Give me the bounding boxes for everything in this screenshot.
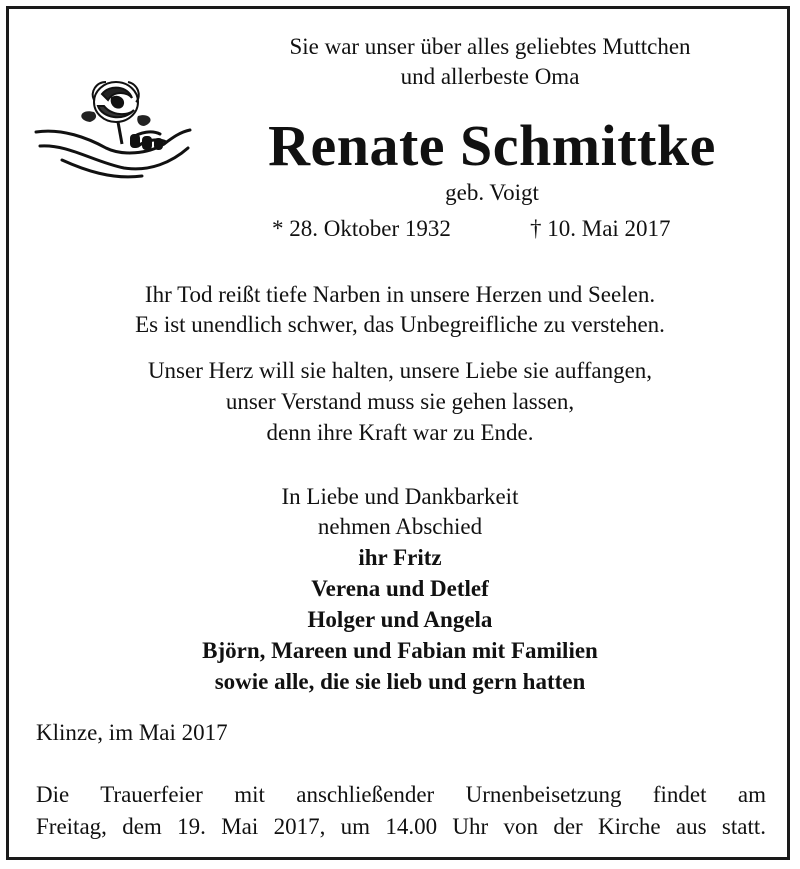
funeral-notice-line: Freitag, dem 19. Mai 2017, um 14.00 Uhr von der Kirche aus statt.	[36, 814, 766, 839]
farewell-intro: In Liebe und Dankbarkeit	[281, 484, 519, 509]
funeral-notice-line: Die Trauerfeier mit anschließender Urnenbeisetzung findet am	[36, 782, 766, 807]
verse-1-line: Es ist unendlich schwer, das Unbegreifliche zu verstehen.	[135, 312, 665, 337]
mourner-line: Holger und Angela	[307, 607, 493, 632]
header-line-1: Sie war unser über alles geliebtes Muttchen	[289, 34, 691, 59]
mourner-line: Björn, Mareen und Fabian mit Familien	[202, 638, 598, 663]
verse-2-line: Unser Herz will sie halten, unsere Liebe sie auffangen,	[147, 358, 653, 383]
deceased-name: Renate Schmittke	[268, 113, 716, 178]
verse-2-line: denn ihre Kraft war zu Ende.	[266, 420, 534, 445]
header-line-2: und allerbeste Oma	[400, 64, 580, 89]
rose-in-hands-icon	[32, 72, 200, 184]
place-date: Klinze, im Mai 2017	[36, 720, 228, 745]
death-date: † 10. Mai 2017	[530, 216, 671, 241]
verse-2-line: unser Verstand muss sie gehen lassen,	[225, 389, 575, 414]
maiden-name: geb. Voigt	[445, 180, 539, 205]
farewell-intro: nehmen Abschied	[317, 514, 483, 539]
mourner-line: sowie alle, die sie lieb und gern hatten	[214, 669, 586, 694]
mourner-line: Verena und Detlef	[311, 576, 489, 601]
mourner-line: ihr Fritz	[358, 545, 442, 570]
verse-1-line: Ihr Tod reißt tiefe Narben in unsere Herzen und Seelen.	[144, 282, 656, 307]
birth-date: * 28. Oktober 1932	[272, 216, 451, 241]
